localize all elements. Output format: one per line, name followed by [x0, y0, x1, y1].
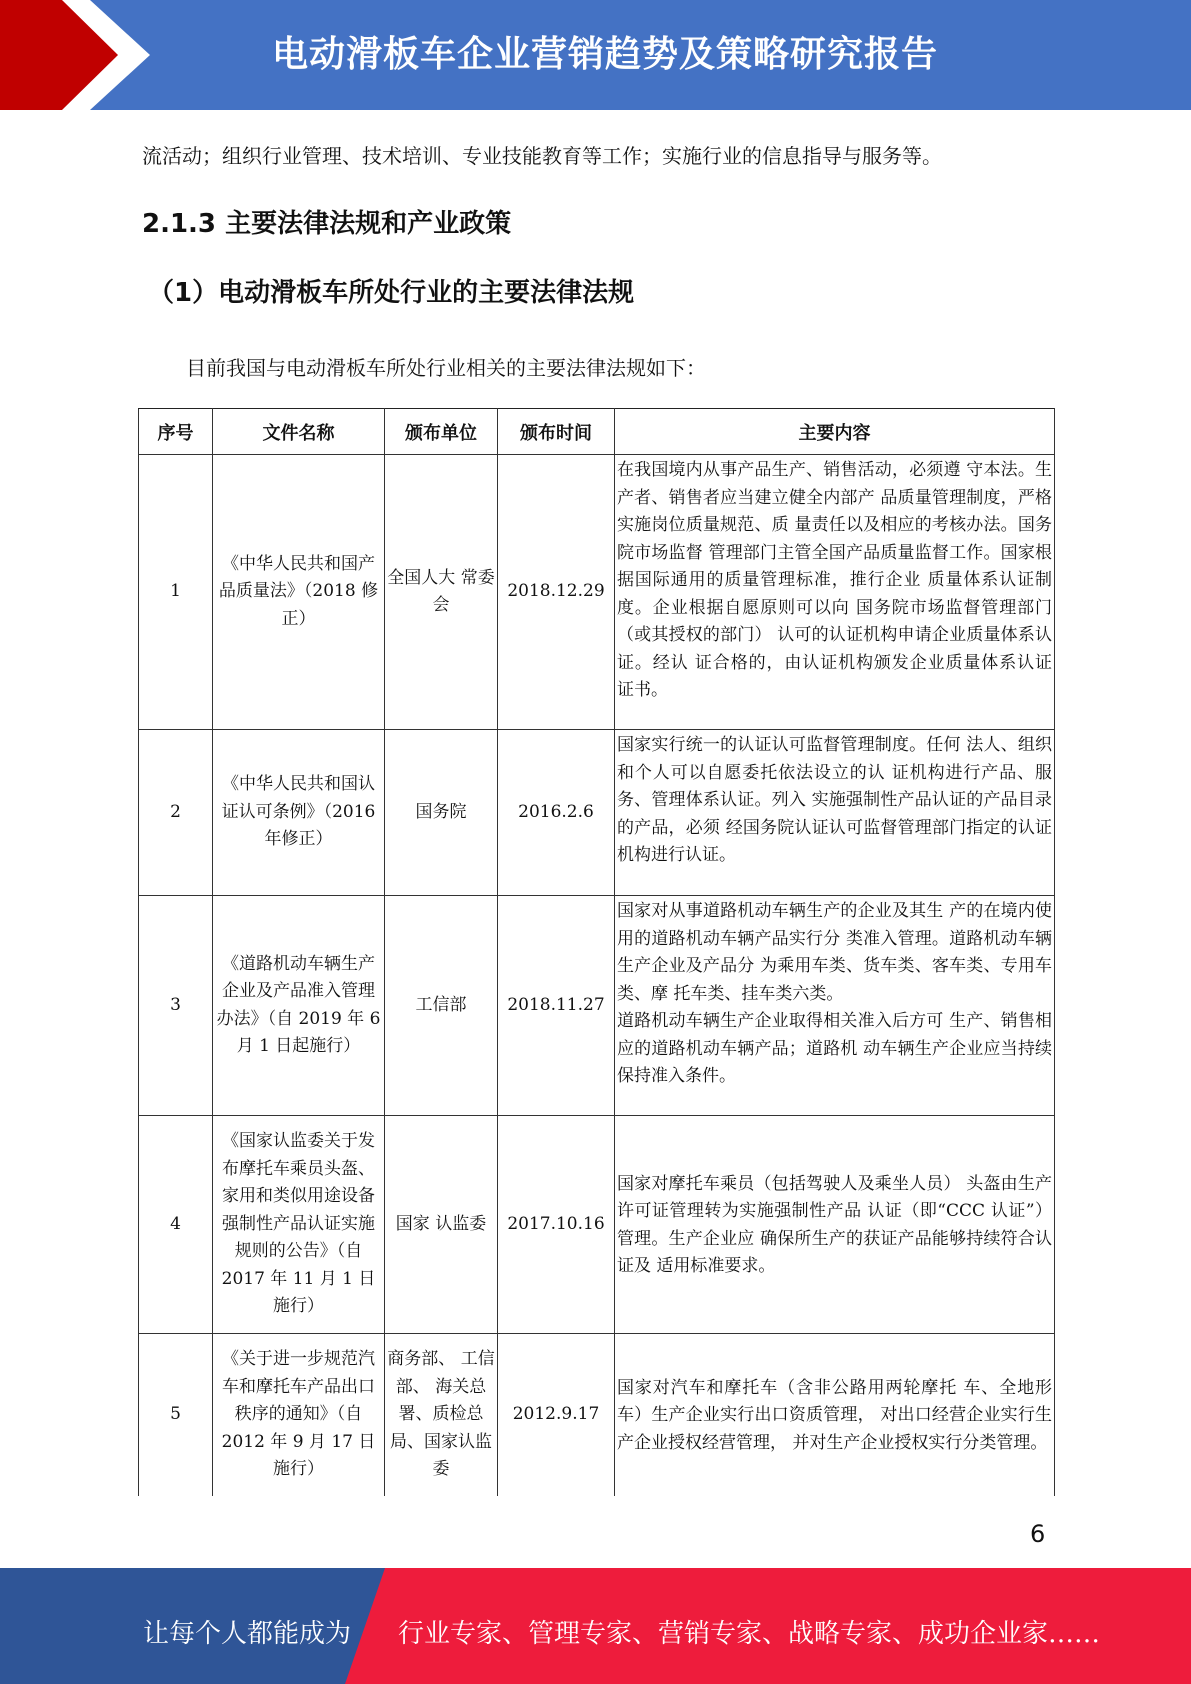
- row-content: 在我国境内从事产品生产、销售活动，必须遵 守本法。生产者、销售者应当建立健全内部产 品质量管理制度，严格实施岗位质量规范、质 量责任以及相应的考核办法。国务院市场监督 管理部门主管全国产品质量监督工作。国家根据国际通用的质量管理标准，推行企业 质量体系认证制度。企业根据自愿原则可以向 国务院市场监督管理部门（或其授权的部门） 认可的认证机构申请企业质量体系认证。经认 证合格的，由认证机构颁发企业质量体系认证 证书。: [615, 455, 1055, 730]
- footer-slogan-right: 行业专家、管理专家、营销专家、战略专家、成功企业家……: [398, 1619, 1101, 1649]
- header-content: 主要内容: [615, 409, 1055, 455]
- row-issuer: 商务部、 工信部、 海关总署、质检总局、国家认监委: [385, 1334, 498, 1496]
- row-issuer: 工信部: [385, 896, 498, 1116]
- row-no: 1: [139, 455, 213, 730]
- row-issuer: 国家 认监委: [385, 1116, 498, 1334]
- row-issuer: 全国人大 常委会: [385, 455, 498, 730]
- row-content: 国家对摩托车乘员（包括驾驶人及乘坐人员） 头盔由生产许可证管理转为实施强制性产品 认证（即“CCC 认证”）管理。生产企业应 确保所生产的获证产品能够持续符合认证及 适用标准要求。: [615, 1116, 1055, 1334]
- row-no: 4: [139, 1116, 213, 1334]
- laws-table: [138, 408, 1055, 1496]
- row-name: 《关于进一步规范汽车和摩托车产品出口秩序的通知》（自 2012 年 9 月 17 日施行）: [213, 1334, 385, 1496]
- row-name: 《国家认监委关于发布摩托车乘员头盔、家用和类似用途设备强制性产品认证实施规则的公告》（自 2017 年 11 月 1 日施行）: [213, 1116, 385, 1334]
- header-date: 颁布时间: [498, 409, 615, 455]
- row-name: 《道路机动车辆生产企业及产品准入管理办法》（自 2019 年 6 月 1 日起施行）: [213, 896, 385, 1116]
- table-row: [139, 1116, 1055, 1334]
- header-name: 文件名称: [213, 409, 385, 455]
- report-title: 电动滑板车企业营销趋势及策略研究报告: [272, 34, 939, 75]
- table-intro: 目前我国与电动滑板车所处行业相关的主要法律法规如下：: [186, 356, 706, 380]
- row-no: 2: [139, 730, 213, 896]
- subsection-heading: （1）电动滑板车所处行业的主要法律法规: [148, 278, 635, 308]
- row-date: 2016.2.6: [498, 730, 615, 896]
- table-row: [139, 896, 1055, 1116]
- row-content: 国家对汽车和摩托车（含非公路用两轮摩托 车、全地形车）生产企业实行出口资质管理， 对出口经营企业实行生产企业授权经营管理， 并对生产企业授权实行分类管理。: [615, 1334, 1055, 1496]
- row-content-para: 道路机动车辆生产企业取得相关准入后方可 生产、销售相应的道路机动车辆产品；道路机 动车辆生产企业应当持续保持准入条件。: [617, 1011, 1052, 1086]
- section-heading: 2.1.3 主要法律法规和产业政策: [142, 209, 512, 239]
- page-footer: [0, 1568, 1191, 1684]
- row-content: 国家实行统一的认证认可监督管理制度。任何 法人、组织和个人可以自愿委托依法设立的认 证机构进行产品、服务、管理体系认证。列入 实施强制性产品认证的产品目录的产品，必须 经国务院认证认可监督管理部门指定的认证 机构进行认证。: [615, 730, 1055, 896]
- row-date: 2018.12.29: [498, 455, 615, 730]
- table-row: [139, 1334, 1055, 1496]
- row-issuer: 国务院: [385, 730, 498, 896]
- header-no: 序号: [139, 409, 213, 455]
- row-no: 5: [139, 1334, 213, 1496]
- table-header-row: [139, 409, 1055, 455]
- intro-line: 流活动；组织行业管理、技术培训、专业技能教育等工作；实施行业的信息指导与服务等。: [142, 144, 942, 168]
- header-issuer: 颁布单位: [385, 409, 498, 455]
- row-date: 2012.9.17: [498, 1334, 615, 1496]
- footer-slogan-left: 让每个人都能成为: [143, 1619, 352, 1649]
- row-name: 《中华人民共和国产品质量法》（2018 修正）: [213, 455, 385, 730]
- row-content: [615, 896, 1055, 1116]
- row-no: 3: [139, 896, 213, 1116]
- page-number: 6: [1030, 1520, 1046, 1548]
- table-row: [139, 730, 1055, 896]
- page-header: [0, 0, 1191, 110]
- row-date: 2017.10.16: [498, 1116, 615, 1334]
- row-date: 2018.11.27: [498, 896, 615, 1116]
- row-content-para: 国家对从事道路机动车辆生产的企业及其生 产的在境内使用的道路机动车辆产品实行分 类准入管理。道路机动车辆生产企业及产品分 为乘用车类、货车类、客车类、专用车类、摩 托车类、挂车类六类。: [617, 901, 1052, 1004]
- row-name: 《中华人民共和国认证认可条例》（2016 年修正）: [213, 730, 385, 896]
- table-row: [139, 455, 1055, 730]
